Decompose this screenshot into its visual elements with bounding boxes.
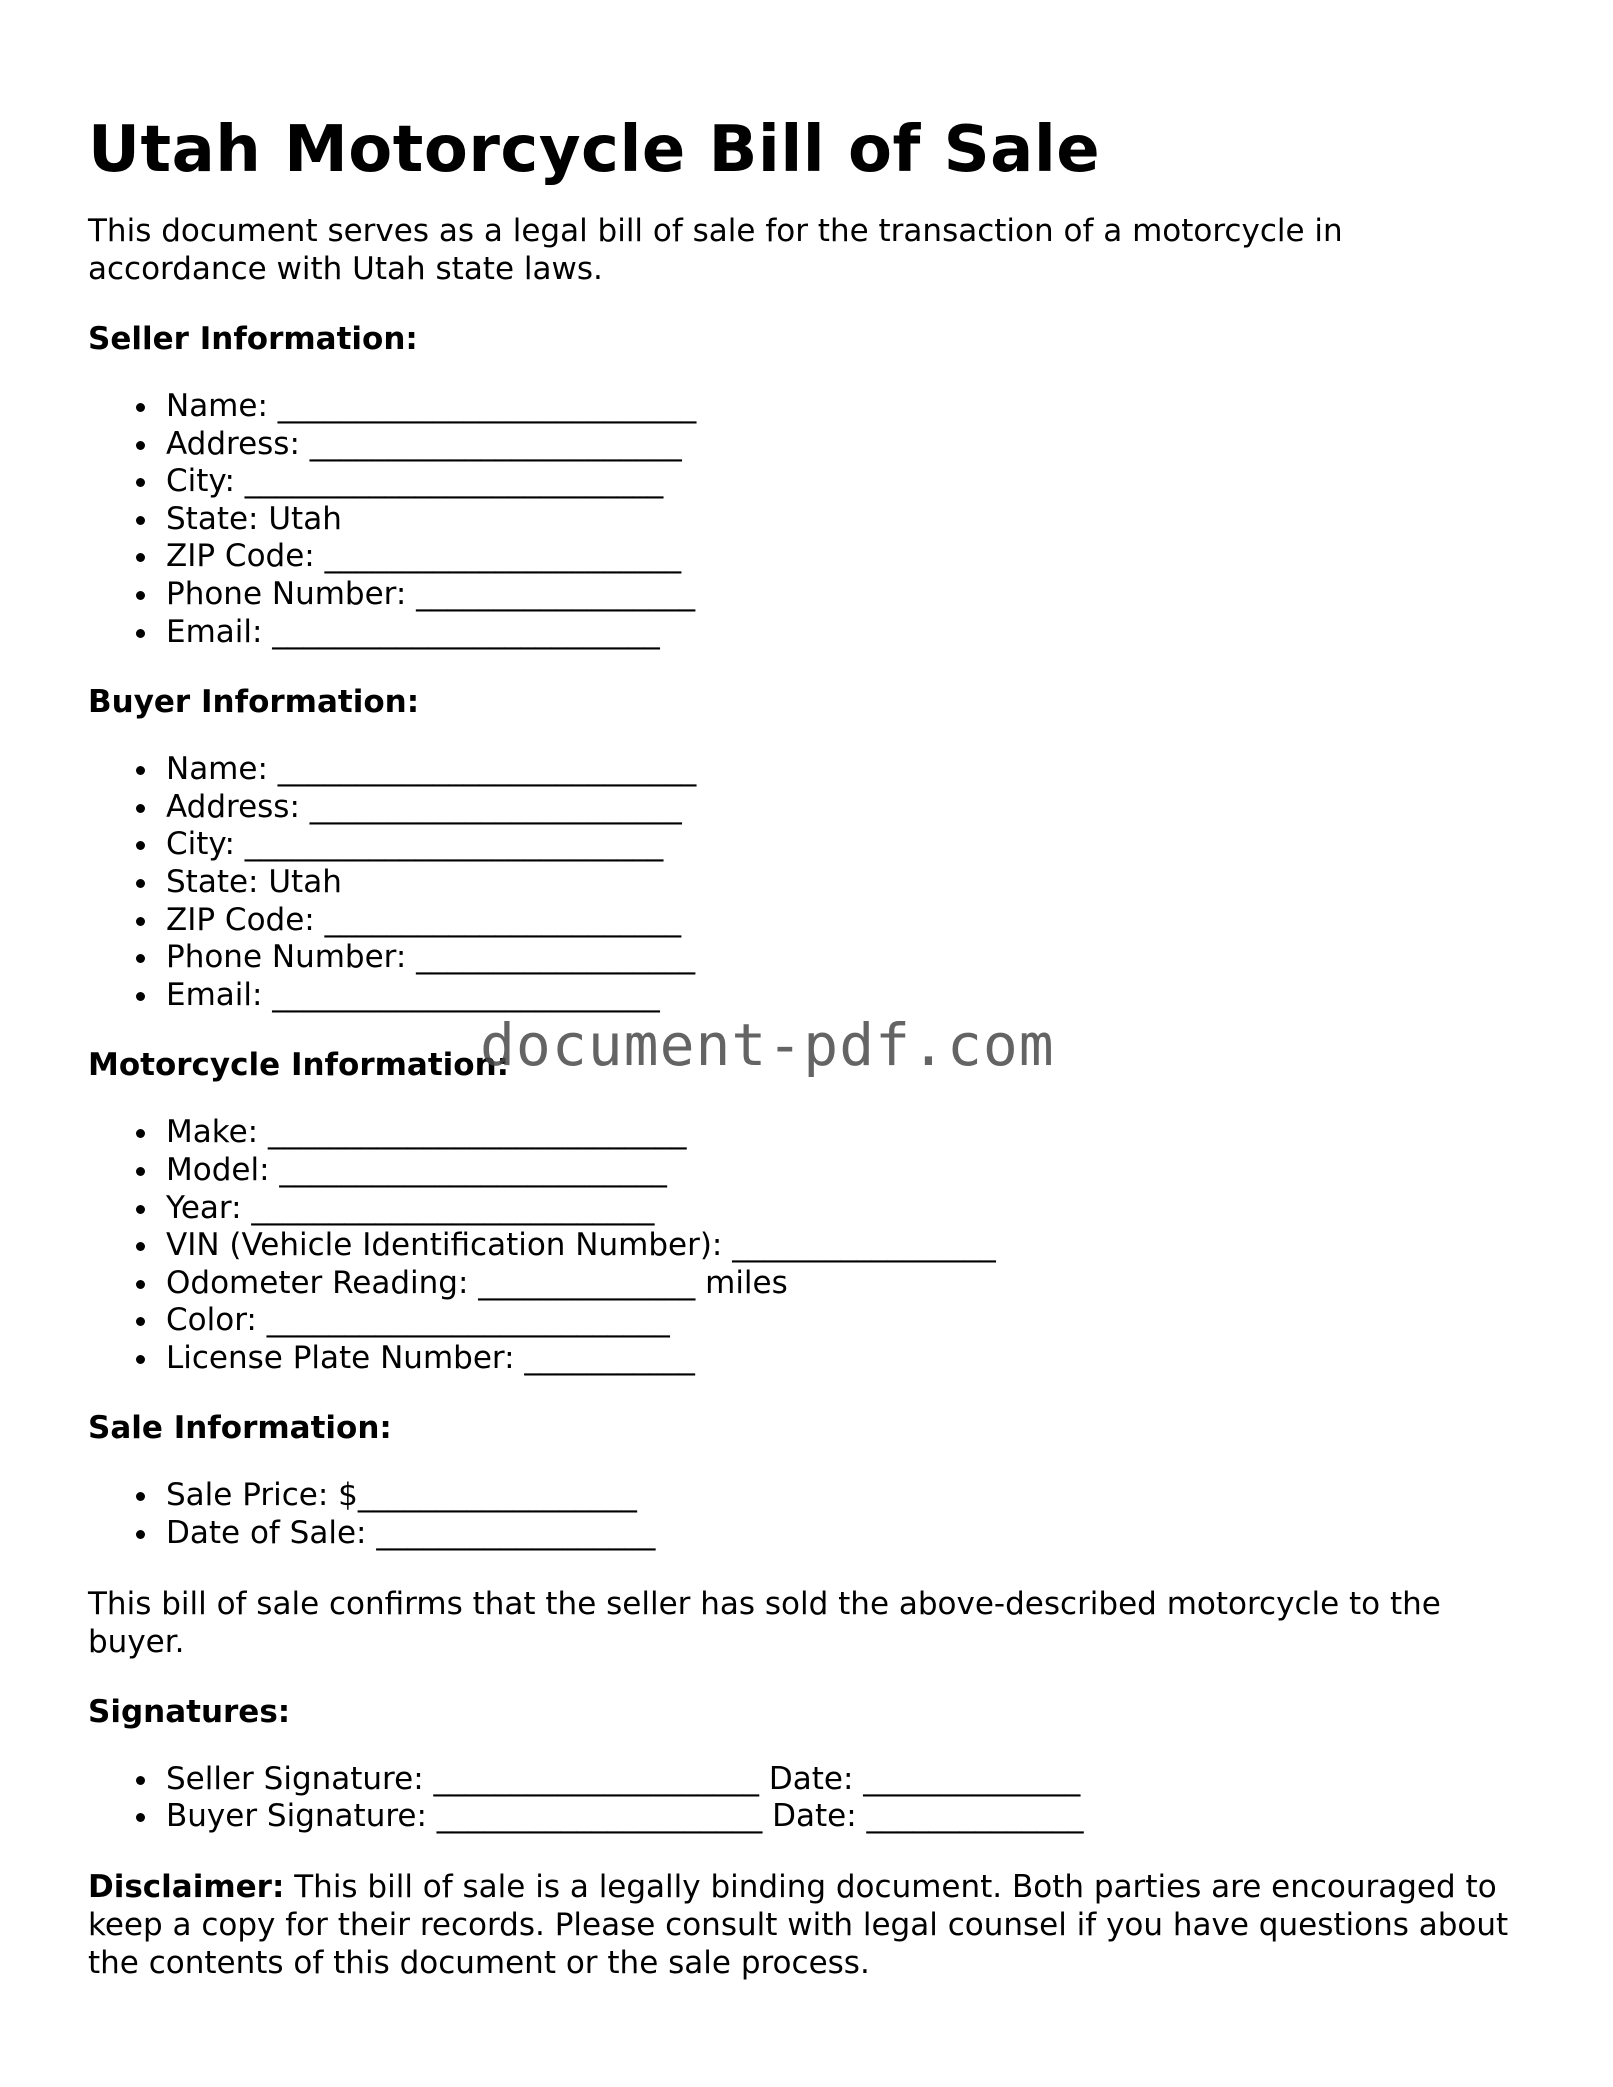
closing-paragraph: This bill of sale confirms that the seller has sold the above-described motorcycle to the buyer. (88, 1585, 1441, 1660)
disclaimer-label: Disclaimer: (88, 1868, 285, 1905)
seller-city-field: City: ___________________________ (166, 463, 1528, 501)
buyer-address-field: Address: ________________________ (166, 789, 1528, 827)
sale-price-field: Sale Price: $__________________ (166, 1477, 1528, 1515)
seller-email-field: Email: _________________________ (166, 614, 1528, 652)
motorcycle-make-field: Make: ___________________________ (166, 1114, 1528, 1152)
motorcycle-plate-field: License Plate Number: ___________ (166, 1340, 1528, 1378)
motorcycle-list (88, 1114, 1528, 1377)
disclaimer-text: This bill of sale is a legally binding document. Both parties are encouraged to keep a copy for their records. Please consult with legal counsel if you have questions about the contents of this document or the sale process. (88, 1868, 1509, 1981)
watermark: document-pdf.com (480, 1011, 1055, 1079)
signatures-list (88, 1761, 1528, 1836)
sale-date-field: Date of Sale: __________________ (166, 1515, 1528, 1553)
sale-heading: Sale Information: (88, 1410, 392, 1447)
seller-heading: Seller Information: (88, 321, 418, 357)
seller-state-field: State: Utah (166, 501, 1528, 539)
seller-phone-field: Phone Number: __________________ (166, 576, 1528, 614)
seller-list (88, 388, 1528, 651)
seller-address-field: Address: ________________________ (166, 426, 1528, 464)
signatures-heading: Signatures: (88, 1693, 291, 1730)
buyer-email-field: Email: _________________________ (166, 977, 1528, 1015)
intro-paragraph: This document serves as a legal bill of sale for the transaction of a motorcycle in accordance with Utah state laws. (88, 213, 1343, 287)
motorcycle-color-field: Color: __________________________ (166, 1302, 1528, 1340)
seller-name-field: Name: ___________________________ (166, 388, 1528, 426)
motorcycle-vin-field: VIN (Vehicle Identification Number): _________________ (166, 1227, 1528, 1265)
page-title: Utah Motorcycle Bill of Sale (88, 113, 1101, 187)
seller-signature-field: Seller Signature: _____________________ Date: ______________ (166, 1761, 1528, 1799)
motorcycle-year-field: Year: __________________________ (166, 1190, 1528, 1228)
sale-list (88, 1477, 1528, 1552)
buyer-heading: Buyer Information: (88, 684, 420, 721)
disclaimer-paragraph (88, 1868, 1528, 1982)
buyer-city-field: City: ___________________________ (166, 826, 1528, 864)
motorcycle-odometer-field: Odometer Reading: ______________ miles (166, 1265, 1528, 1303)
motorcycle-model-field: Model: _________________________ (166, 1152, 1528, 1190)
buyer-phone-field: Phone Number: __________________ (166, 939, 1528, 977)
seller-zip-field: ZIP Code: _______________________ (166, 538, 1528, 576)
buyer-list (88, 751, 1528, 1014)
buyer-name-field: Name: ___________________________ (166, 751, 1528, 789)
motorcycle-heading: Motorcycle Information: (88, 1047, 510, 1084)
buyer-state-field: State: Utah (166, 864, 1528, 902)
buyer-signature-field: Buyer Signature: _____________________ Date: ______________ (166, 1798, 1528, 1836)
buyer-zip-field: ZIP Code: _______________________ (166, 902, 1528, 940)
